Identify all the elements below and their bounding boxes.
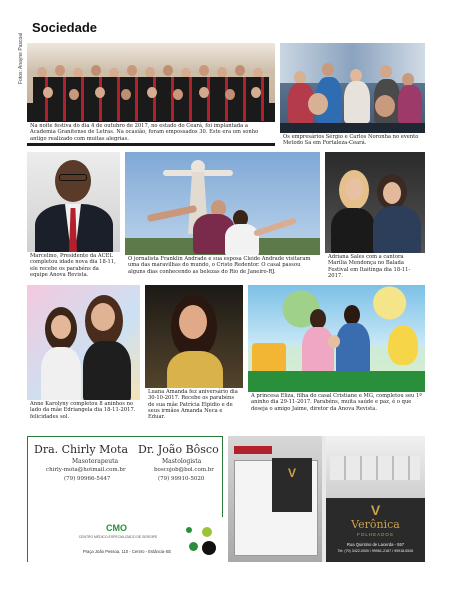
veronica-phone: Tel: (79) 3422-0000 / 99961-2167 / 99918-5526: [337, 549, 414, 553]
dr1-name: Dra. Chirly Mota: [34, 443, 128, 456]
photo-eliza: [248, 285, 425, 393]
caption-marcelino: Marcelino, Presidente da ACEL completou idade nova dia 18-11, ele recebe os parabéns da equipe Anova Revista.: [27, 252, 120, 279]
photo-empresarios: [280, 43, 425, 146]
section-title: Sociedade: [32, 20, 98, 35]
photo-cristo: [125, 152, 320, 270]
dr2-email: boscojob@bol.com.br: [154, 467, 214, 473]
caption-adriana: Adriana Sales com a cantora Marília Mendonça no Balada Festival em Itaitinga dia 18-11-2017.: [325, 253, 425, 280]
veronica-address: Rua Quintino de Lacerda - 557: [346, 542, 405, 547]
photo-luana: [145, 285, 243, 403]
clinic-address: Praça João Pessoa, 110 - Centro - Estância-SE: [82, 549, 172, 554]
caption-eliza: A princesa Eliza, filha do casal Cristiane e MG, completou seu 1º aninho dia 29-11-2017. Parabéns, muita saúde e paz, é o que deseja o amigo Jaime, diretor da Anova Revista.: [248, 392, 425, 413]
caption-franklin: O jornalista Franklin Andrade e sua esposa Cleide Andrade visitaram uma das maravilhas do mundo, o Cristo Redentor. O casal passou alguns dias conhecendo as belezas do Rio de Janeiro-RJ.: [125, 255, 320, 276]
ad-veronica: V V Verônica FOLHEADOS Rua Quintino de Lacerda - 557 Tel: (79) 3422-0000 / 99961-2167 / 99918-5526: [228, 436, 425, 562]
dr2-phone: (79) 99910-5020: [158, 476, 205, 482]
caption-academia: Na noite festiva do dia 4 de outubro de 2017, no estado do Ceará, foi implantada a Academia Granitense de Letras. Na ocasião, foram empossados 30. Este era um sonho antigo realizado com muitas alegrias.: [27, 122, 275, 143]
caption-empresarios: Os empresários Sérgio e Carlos Noronha no evento Metodo Sa em Fortaleza-Ceará.: [280, 133, 425, 148]
clinic-name: CENTRO MÉDICO ESPECIALIZADO DE SERGIPE: [78, 535, 158, 539]
dr1-phone: (79) 99966-5447: [64, 476, 111, 482]
photo-adriana: [325, 152, 425, 255]
clinic-logo: CMO: [106, 523, 127, 533]
caption-luana: Luana Amanda fez aniversário dia 30-10-2017. Recebe os parabéns de sua mãe Patrícia Elpidio e de seus irmãos Amanda Neca e Eduar.: [145, 388, 243, 421]
dr2-name: Dr. João Bôsco: [138, 443, 219, 456]
photo-marcelino: [27, 152, 120, 257]
veronica-sub: FOLHEADOS: [357, 532, 394, 537]
dr1-email: chirly-mota@hotmail.com.br: [46, 467, 126, 473]
photo-anne: [27, 285, 140, 403]
caption-anne: Anne Karolyny completou 8 aninhos no lado da mãe Edriangela dia 18-11-2017. felicidades sol.: [27, 400, 140, 421]
ad-doctors: [27, 436, 223, 562]
dr2-title: Mastologista: [162, 458, 202, 465]
veronica-brand: Verônica: [351, 518, 400, 531]
dr1-title: Masoterapeuta: [72, 458, 119, 465]
photo-credit: Fotos: Anayne Pascoal: [18, 32, 24, 84]
